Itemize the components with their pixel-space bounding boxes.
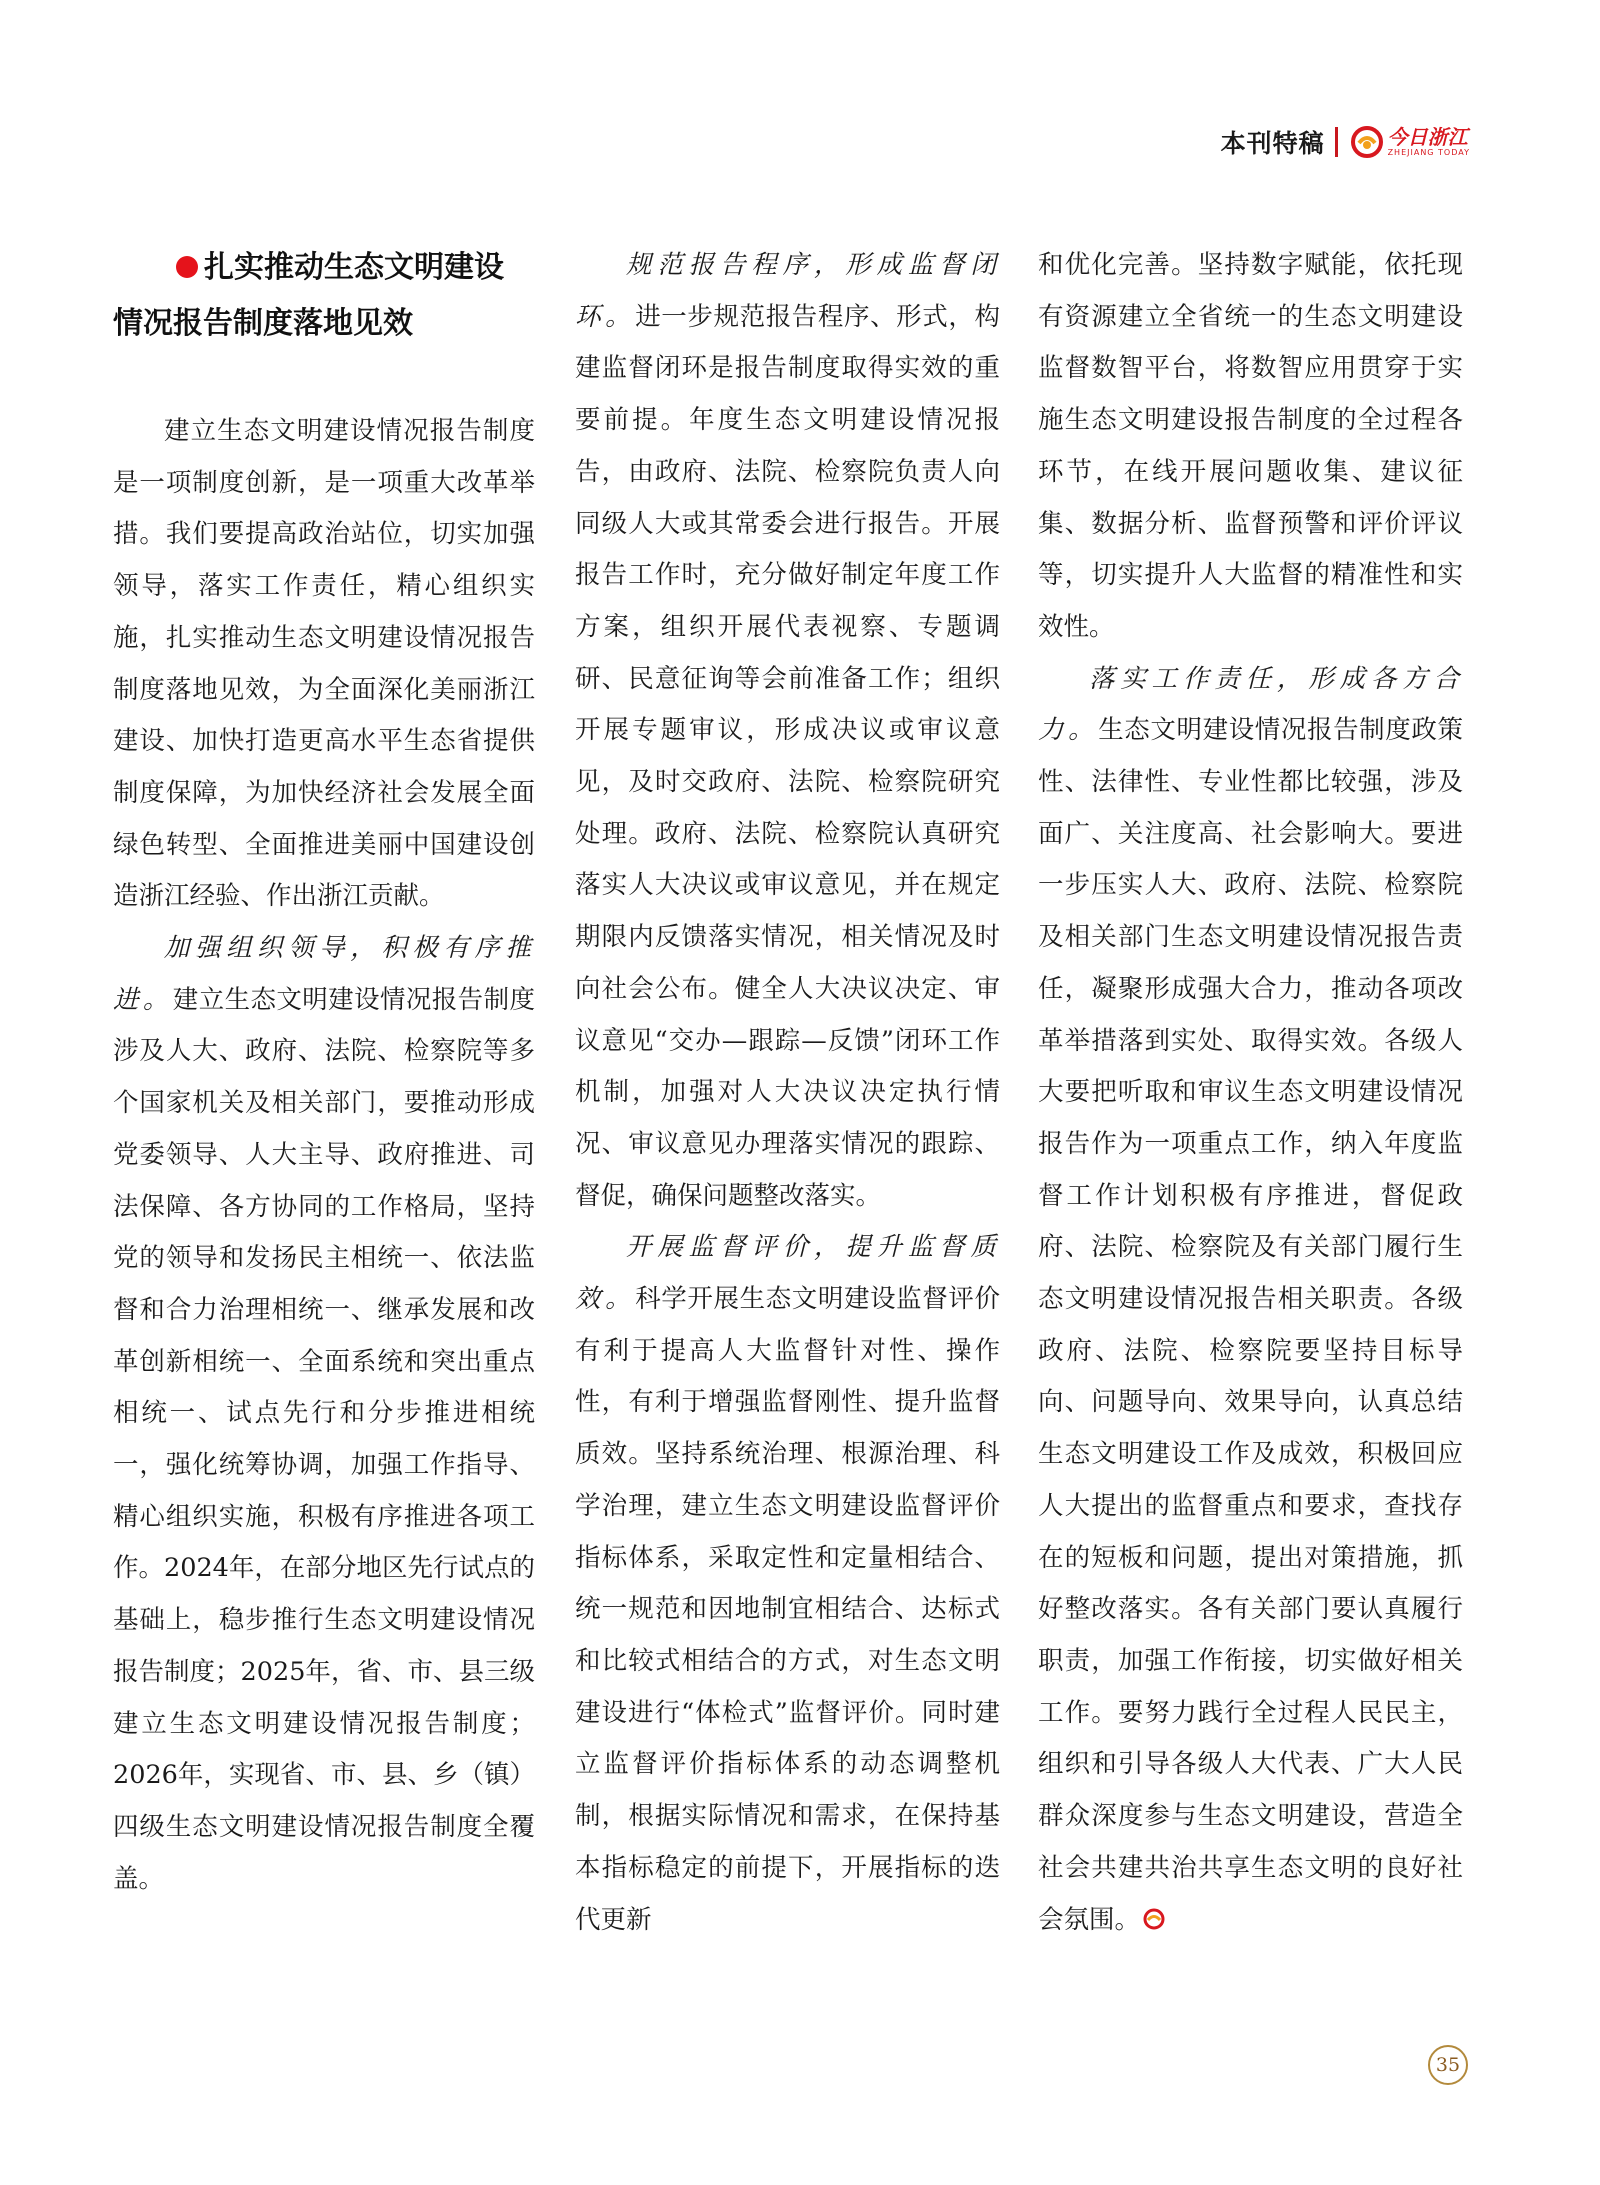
paragraph	[575, 240, 1000, 1222]
paragraph-body: 生态文明建设情况报告制度政策性、法律性、专业性都比较强，涉及面广、关注度高、社会影响大。要进一步压实人大、政府、法院、检察院及相关部门生态文明建设情况报告责任，凝聚形成强大合力，推动各项改革举措落到实处、取得实效。各级人大要把听取和审议生态文明建设情况报告作为一项重点工作，纳入年度监督工作计划积极有序推进，督促政府、法院、检察院及有关部门履行生态文明建设情况报告相关职责。各级政府、法院、检察院要坚持目标导向、问题导向、效果导向，认真总结生态文明建设工作及成效，积极回应人大提出的监督重点和要求，查找存在的短板和问题，提出对策措施，抓好整改落实。各有关部门要认真履行职责，加强工作衔接，切实做好相关工作。要努力践行全过程人民民主，组织和引导各级人大代表、广大人民群众深度参与生态文明建设，营造全社会共建共治共享生态文明的良好社会氛围。	[1038, 715, 1463, 1935]
article-title-line-1: 扎实推动生态文明建设	[204, 250, 504, 285]
paragraph	[575, 1222, 1000, 1946]
paragraph	[1038, 654, 1463, 1947]
column-1	[113, 240, 535, 1905]
article-title-line-2: 情况报告制度落地见效	[113, 306, 413, 341]
page-number: 35	[1435, 2054, 1461, 2076]
logo-chinese-text: 今日浙江	[1387, 125, 1468, 149]
paragraph-body: 建立生态文明建设情况报告制度涉及人大、政府、法院、检察院等多个国家机关及相关部门，要推动形成党委领导、人大主导、政府推进、司法保障、各方协同的工作格局，坚持党的领导和发扬民主相统一、依法监督和合力治理相统一、继承发展和改革创新相统一、全面系统和突出重点相统一、试点先行和分步推进相统一，强化统筹协调，加强工作指导、精心组织实施，积极有序推进各项工作。2024年，在部分地区先行试点的基础上，稳步推行生态文明建设情况报告制度；2025年，省、市、县三级建立生态文明建设情况报告制度；2026年，实现省、市、县、乡（镇）四级生态文明建设情况报告制度全覆盖。	[113, 984, 535, 1894]
paragraph: 建立生态文明建设情况报告制度是一项制度创新，是一项重大改革举措。我们要提高政治站位，切实加强领导，落实工作责任，精心组织实施，扎实推动生态文明建设情况报告制度落地见效，为全面深化美丽浙江建设、加快打造更高水平生态省提供制度保障，为加快经济社会发展全面绿色转型、全面推进美丽中国建设创造浙江经验、作出浙江贡献。	[113, 416, 535, 912]
column-2	[575, 240, 1000, 1946]
magazine-end-mark-icon	[1142, 1907, 1166, 1931]
article-title	[113, 240, 535, 352]
page-header	[1221, 124, 1470, 160]
paragraph	[113, 923, 535, 1905]
column-3	[1038, 240, 1463, 1946]
subheading: 落实工作责任，形成各方合力。	[1038, 663, 1463, 746]
paragraph-continuation: 和优化完善。坚持数字赋能，依托现有资源建立全省统一的生态文明建设监督数智平台，将数智应用贯穿于实施生态文明建设报告制度的全过程各环节，在线开展问题收集、建议征集、数据分析、监督预警和评价评议等，切实提升人大监督的精准性和实效性。	[1038, 250, 1463, 642]
header-divider	[1335, 127, 1338, 157]
paragraph-body: 科学开展生态文明建设监督评价有利于提高人大监督针对性、操作性，有利于增强监督刚性、提升监督质效。坚持系统治理、根源治理、科学治理，建立生态文明建设监督评价指标体系，采取定性和定量相结合、统一规范和因地制宜相结合、达标式和比较式相结合的方式，对生态文明建设进行“体检式”监督评价。同时建立监督评价指标体系的动态调整机制，根据实际情况和需求，在保持基本指标稳定的前提下，开展指标的迭代更新	[575, 1284, 1000, 1935]
sun-swirl-logo-icon	[1350, 125, 1384, 159]
magazine-logo	[1350, 125, 1470, 159]
logo-english-text: ZHEJIANG TODAY	[1387, 148, 1470, 157]
paragraph-body: 进一步规范报告程序、形式，构建监督闭环是报告制度取得实效的重要前提。年度生态文明建设情况报告，由政府、法院、检察院负责人向同级人大或其常委会进行报告。开展报告工作时，充分做好制定年度工作方案，组织开展代表视察、专题调研、民意征询等会前准备工作；组织开展专题审议，形成决议或审议意见，及时交政府、法院、检察院研究处理。政府、法院、检察院认真研究落实人大决议或审议意见，并在规定期限内反馈落实情况，相关情况及时向社会公布。健全人大决议决定、审议意见“交办—跟踪—反馈”闭环工作机制，加强对人大决议决定执行情况、审议意见办理落实情况的跟踪、督促，确保问题整改落实。	[575, 301, 1000, 1211]
red-dot-icon	[176, 256, 198, 278]
subheading: 加强组织领导，积极有序推进。	[113, 933, 535, 1015]
subheading: 规范报告程序，形成监督闭环。	[575, 250, 1000, 332]
section-label: 本刊特稿	[1220, 129, 1325, 158]
subheading: 开展监督评价，提升监督质效。	[575, 1232, 1000, 1315]
page-number-badge	[1428, 2045, 1468, 2085]
